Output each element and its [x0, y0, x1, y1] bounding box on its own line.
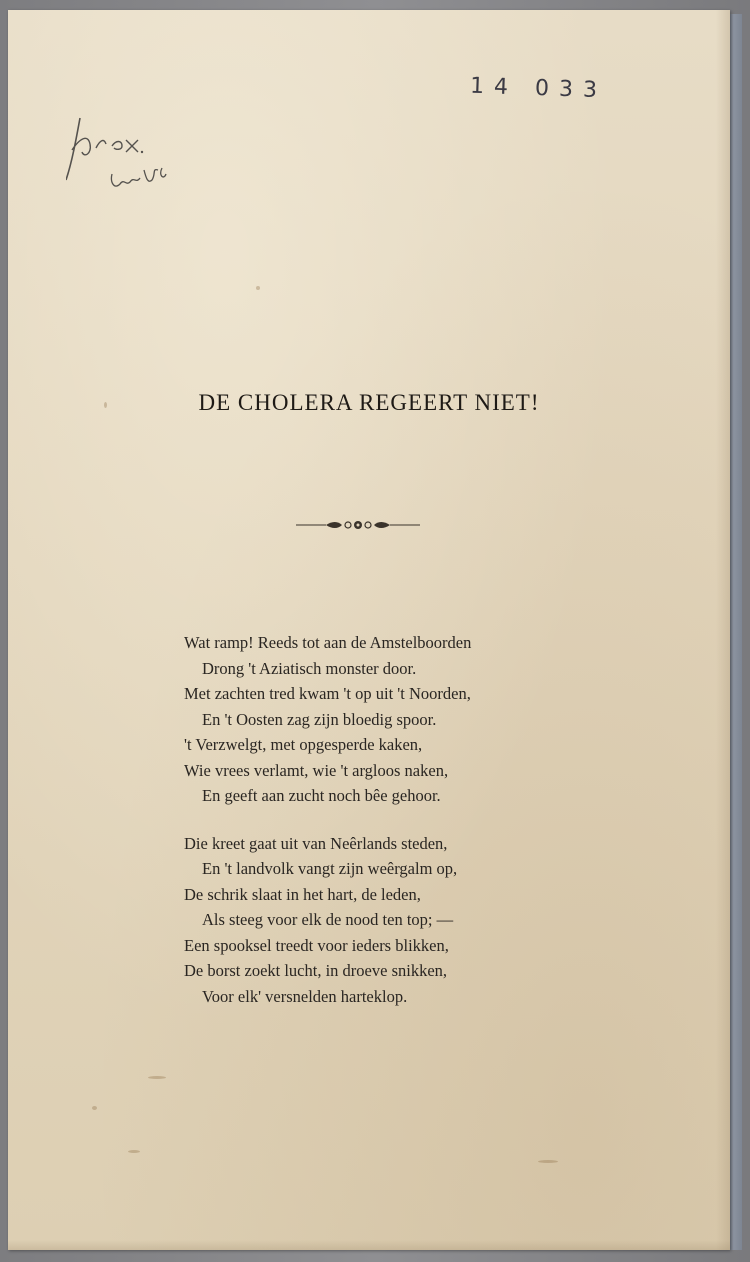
poem-line: De borst zoekt lucht, in droeve snikken, [184, 961, 448, 980]
foxing-spot [148, 1076, 166, 1079]
poem-stanza [184, 630, 604, 809]
handwritten-catalog-number: 14 033 [469, 73, 608, 104]
document-page [8, 10, 730, 1250]
poem-line: Die kreet gaat uit van Neêrlands steden, [184, 833, 448, 853]
poem-line: Wie vrees verlamt, wie 't argloos naken, [184, 760, 449, 780]
poem-line: Een spooksel treedt voor ieders blikken, [184, 935, 449, 955]
poem-stanza [184, 831, 604, 1010]
poem-line: En 't landvolk vangt zijn weêrgalm op, [202, 859, 458, 878]
foxing-spot [256, 286, 260, 290]
poem [184, 630, 604, 1031]
foxing-spot [538, 1160, 558, 1163]
poem-line: Met zachten tred kwam 't op uit 't Noorden, [184, 684, 471, 703]
poem-line: En 't Oosten zag zijn bloedig spoor. [202, 709, 437, 729]
poem-line: Als steeg voor elk de nood ten top; — [202, 910, 454, 929]
scan-edge-strip [728, 14, 742, 1250]
foxing-spot [92, 1106, 97, 1110]
foxing-spot [128, 1150, 140, 1153]
poem-line: Voor elk' versnelden harteklop. [202, 986, 408, 1006]
poem-line: Drong 't Aziatisch monster door. [202, 658, 417, 678]
ornament-divider-icon [296, 515, 420, 535]
poem-line: Wat ramp! Reeds tot aan de Amstelboorden [184, 633, 472, 652]
poem-line: De schrik slaat in het hart, de leden, [184, 884, 421, 904]
handwritten-pencil-note [66, 110, 206, 220]
document-title: DE CHOLERA REGEERT NIET! [198, 390, 540, 415]
poem-line: 't Verzwelgt, met opgesperde kaken, [184, 735, 423, 754]
poem-line: En geeft aan zucht noch bêe gehoor. [202, 786, 441, 805]
